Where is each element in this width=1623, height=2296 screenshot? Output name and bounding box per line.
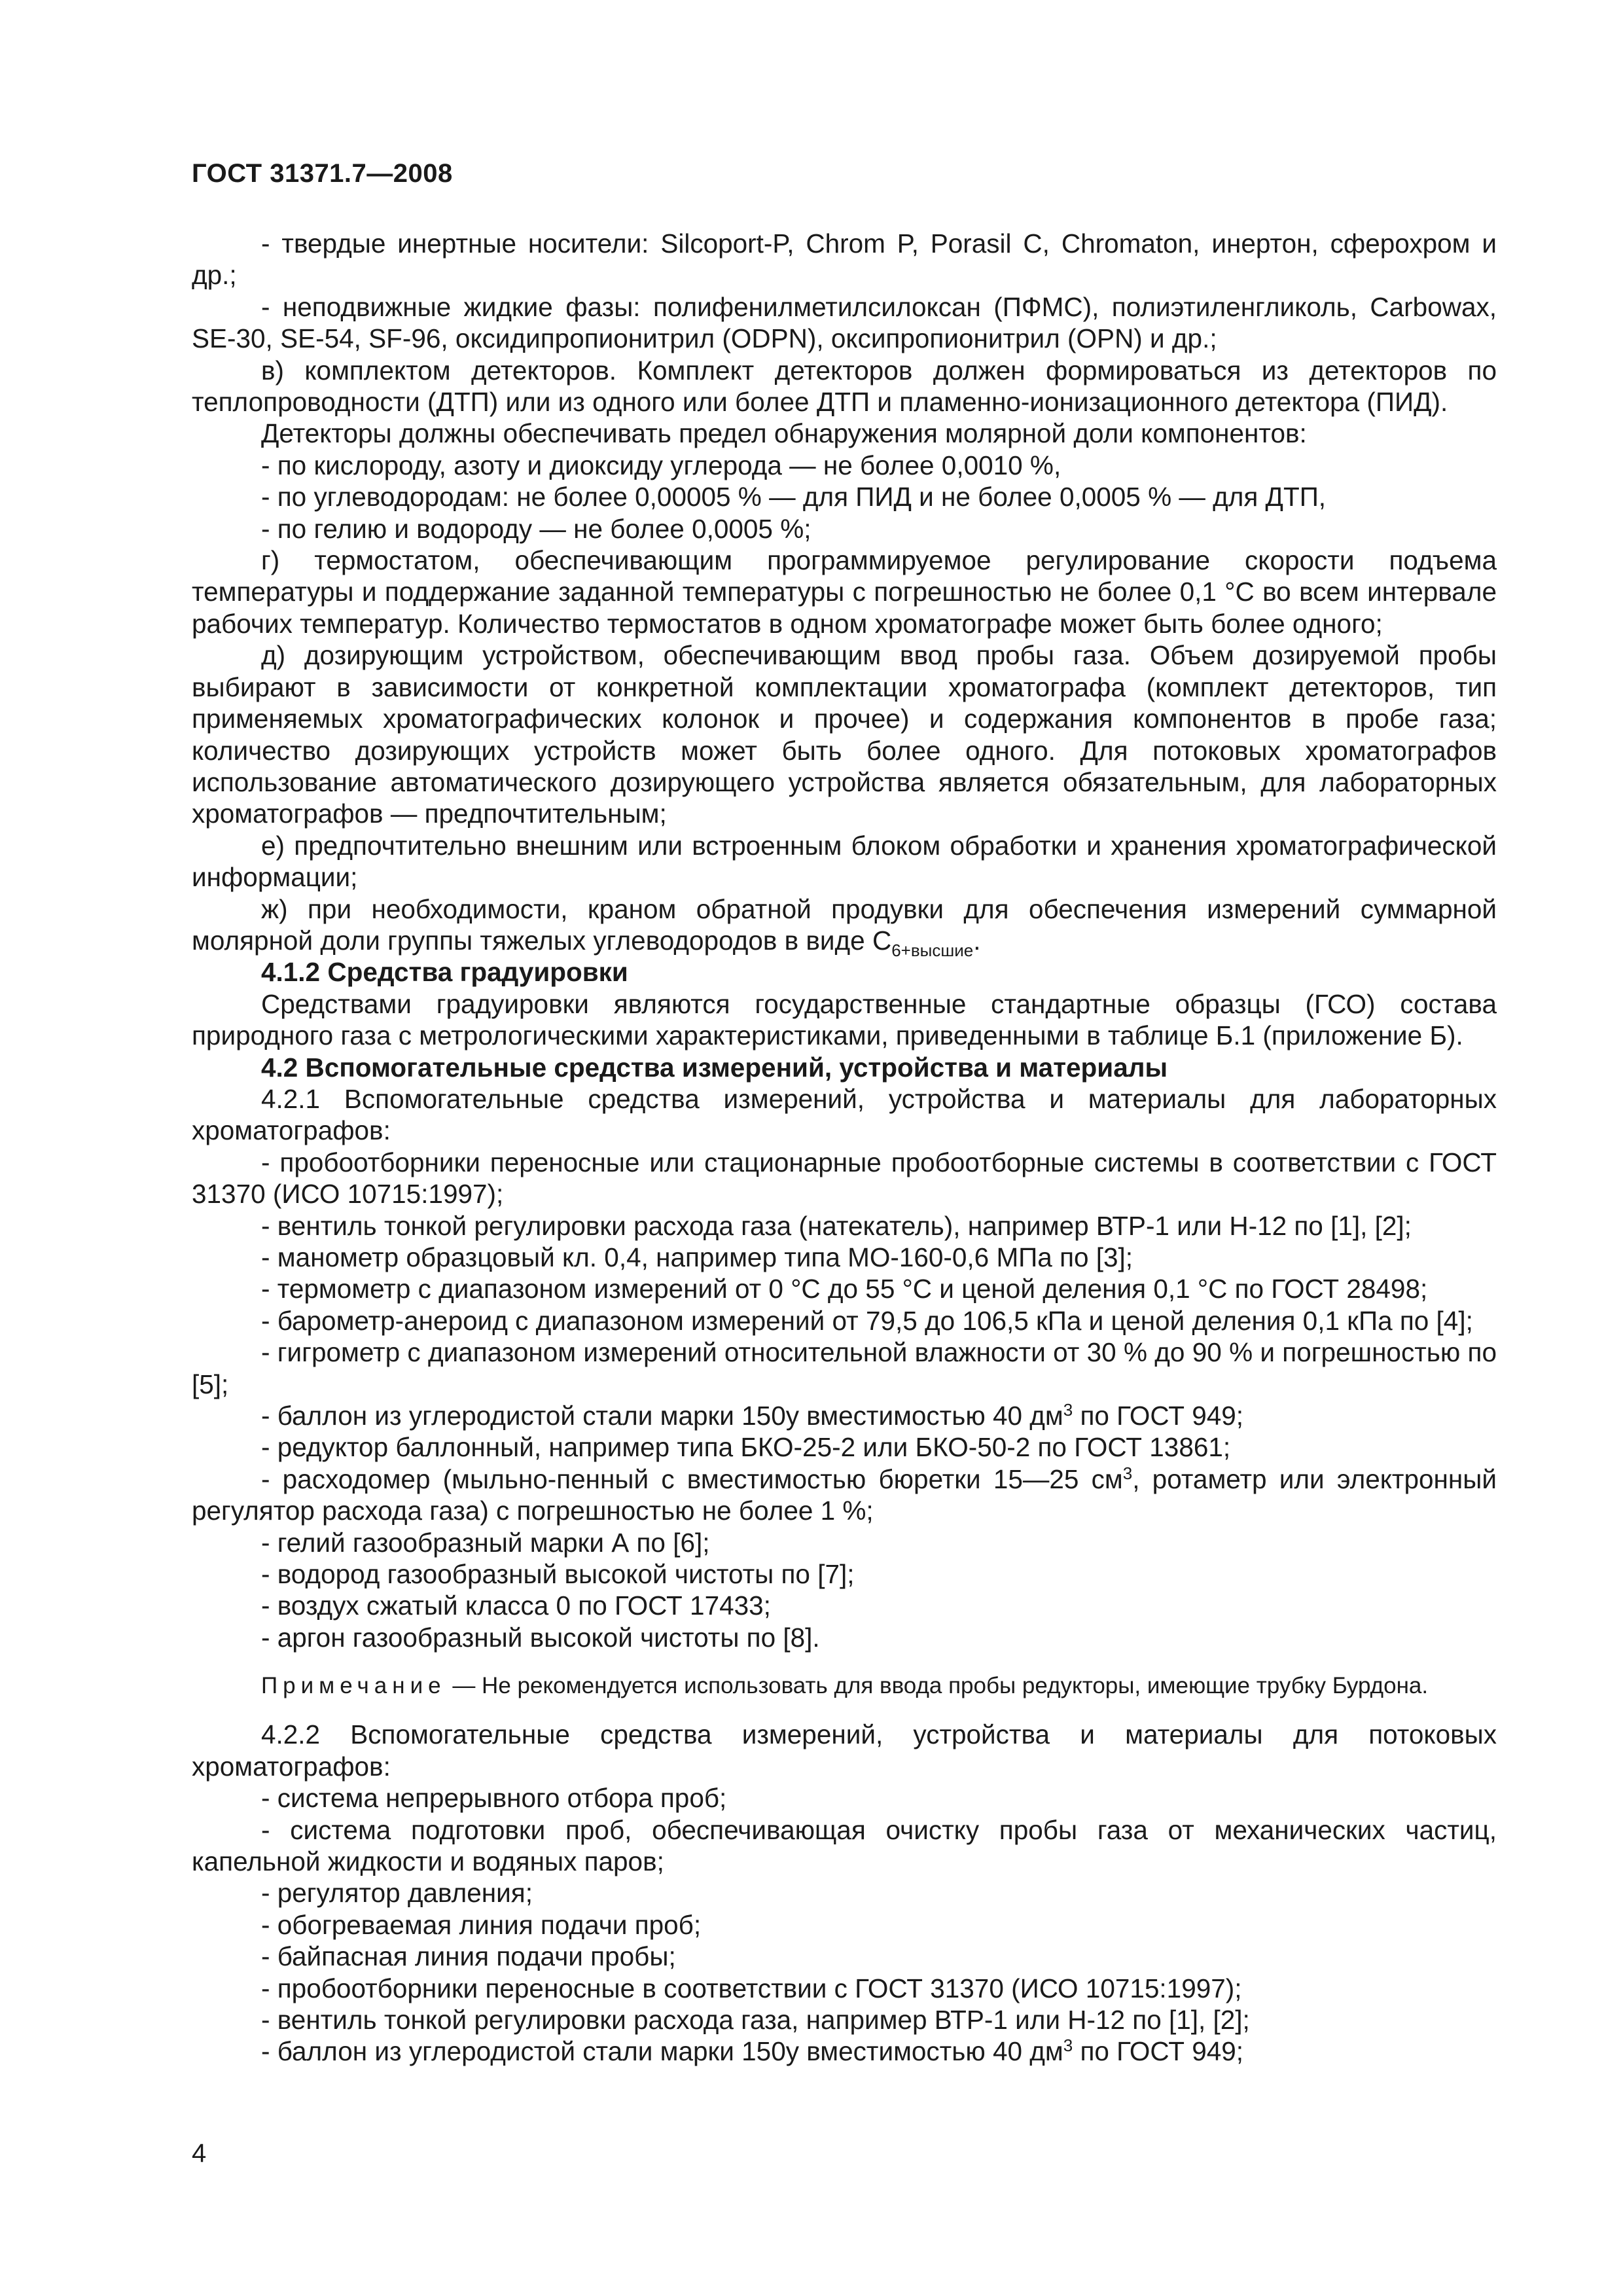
list-item-text: , ротаметр или электронный регулятор расхода газа) с погрешностью не более 1 %;	[192, 1463, 1497, 1526]
list-item: - регулятор давления;	[261, 1878, 533, 1909]
list-item: - манометр образцовый кл. 0,4, например типа МО-160-0,6 МПа по [3];	[261, 1242, 1133, 1272]
note-label: Примечание	[261, 1673, 446, 1699]
list-item: - система непрерывного отбора проб;	[261, 1783, 727, 1814]
list-item-text: по ГОСТ 949;	[1073, 2036, 1244, 2067]
document-body	[192, 228, 1497, 2068]
list-item: - вентиль тонкой регулировки расхода газа (натекатель), например ВТР-1 или Н-12 по [1], [2];	[261, 1210, 1412, 1241]
paragraph: - твердые инертные носители: Silcoport-P, Chrom P, Porasil C, Chromaton, инертон, сферохром и др.;	[192, 228, 1497, 291]
list-item: - гигрометр с диапазоном измерений относительной влажности от 30 % до 90 % и погрешностью по [5];	[192, 1337, 1497, 1399]
list-item: - байпасная линия подачи пробы;	[261, 1941, 676, 1972]
list-item: - по углеводородам: не более 0,00005 % — для ПИД и не более 0,0005 % — для ДТП,	[261, 482, 1327, 512]
list-item: - по кислороду, азоту и диоксиду углерода — не более 0,0010 %,	[261, 450, 1061, 480]
superscript: 3	[1063, 2036, 1073, 2056]
section-heading: 4.1.2 Средства градуировки	[261, 957, 628, 988]
superscript: 3	[1063, 1400, 1073, 1420]
list-item	[192, 2036, 1497, 2067]
list-item: - водород газообразный высокой чистоты по [7];	[261, 1559, 855, 1590]
list-item-text: - баллон из углеродистой стали марки 150у вместимостью 40 дм	[261, 1401, 1063, 1431]
paragraph: Средствами градуировки являются государственные стандартные образцы (ГСО) состава природного газа с метрологическими характеристиками, приведенными в таблице Б.1 (приложение Б).	[192, 988, 1497, 1051]
paragraph: 4.2.1 Вспомогательные средства измерений, устройства и материалы для лабораторных хроматографов:	[192, 1083, 1497, 1146]
paragraph: д) дозирующим устройством, обеспечивающим ввод пробы газа. Объем дозируемой пробы выбирают в зависимости от конкретной комплектации хроматографа (комплект детекторов, тип применяемых хроматографических колонок и прочее) и содержания компонентов в пробе газа; количество дозирующих устройств может быть более одного. Для потоковых хроматографов использование автоматического дозирующего устройства является обязательным, для лабораторных хроматографов — предпочтительным;	[192, 640, 1497, 829]
list-item-text: - расходомер (мыльно-пенный с вместимостью бюретки 15—25 см	[261, 1463, 1123, 1494]
paragraph: в) комплектом детекторов. Комплект детекторов должен формироваться из детекторов по теплопроводности (ДТП) или из одного или более ДТП и пламенно-ионизационного детектора (ПИД).	[192, 355, 1497, 418]
superscript: 3	[1122, 1463, 1133, 1483]
list-item	[192, 1463, 1497, 1527]
document-header: ГОСТ 31371.7—2008	[192, 159, 453, 188]
paragraph-text: .	[973, 925, 981, 956]
list-item: - по гелию и водороду — не более 0,0005 %;	[261, 513, 812, 544]
list-item: - аргон газообразный высокой чистоты по [8].	[261, 1622, 820, 1653]
page-number: 4	[192, 2139, 207, 2168]
list-item: - гелий газообразный марки А по [6];	[261, 1527, 710, 1558]
paragraph	[192, 893, 1497, 960]
paragraph: - неподвижные жидкие фазы: полифенилметилсилоксан (ПФМС), полиэтиленгликоль, Carbowax, SE-30, SE-54, SF-96, оксидипропионитрил (ODPN), оксипропионитрил (OPN) и др.;	[192, 291, 1497, 354]
list-item	[192, 1400, 1497, 1431]
list-item: - вентиль тонкой регулировки расхода газа, например ВТР-1 или Н-12 по [1], [2];	[261, 2004, 1250, 2035]
list-item-text: - баллон из углеродистой стали марки 150у вместимостью 40 дм	[261, 2036, 1063, 2067]
list-item: - термометр с диапазоном измерений от 0 °С до 55 °С и ценой деления 0,1 °С по ГОСТ 28498;	[261, 1274, 1428, 1304]
list-item: - редуктор баллонный, например типа БКО-25-2 или БКО-50-2 по ГОСТ 13861;	[261, 1432, 1231, 1463]
paragraph: 4.2.2 Вспомогательные средства измерений, устройства и материалы для потоковых хроматографов:	[192, 1719, 1497, 1782]
paragraph: Детекторы должны обеспечивать предел обнаружения молярной доли компонентов:	[261, 418, 1307, 449]
paragraph: г) термостатом, обеспечивающим программируемое регулирование скорости подъема температуры и поддержание заданной температуры с погрешностью не более 0,1 °С во всем интервале рабочих температур. Количество термостатов в одном хроматографе может быть более одного;	[192, 545, 1497, 639]
list-item-text: по ГОСТ 949;	[1073, 1401, 1244, 1431]
subscript: 6+высшие	[891, 940, 974, 960]
list-item: - воздух сжатый класса 0 по ГОСТ 17433;	[261, 1590, 771, 1621]
section-heading: 4.2 Вспомогательные средства измерений, устройства и материалы	[261, 1052, 1168, 1083]
list-item: - обогреваемая линия подачи проб;	[261, 1909, 702, 1940]
list-item: - система подготовки проб, обеспечивающая очистку пробы газа от механических частиц, капельной жидкости и водяных паров;	[192, 1814, 1497, 1876]
list-item: - пробоотборники переносные в соответствии с ГОСТ 31370 (ИСО 10715:1997);	[261, 1973, 1242, 2003]
note	[192, 1670, 1497, 1702]
note-text: — Не рекомендуется использовать для ввода пробы редукторы, имеющие трубку Бурдона.	[446, 1673, 1429, 1699]
paragraph-text: ж) при необходимости, краном обратной продувки для обеспечения измерений суммарной молярной доли группы тяжелых углеводородов в виде С	[192, 893, 1497, 956]
paragraph: е) предпочтительно внешним или встроенным блоком обработки и хранения хроматографической информации;	[192, 830, 1497, 893]
list-item: - пробоотборники переносные или стационарные пробоотборные системы в соответствии с ГОСТ 31370 (ИСО 10715:1997);	[192, 1147, 1497, 1210]
list-item: - барометр-анероид с диапазоном измерений от 79,5 до 106,5 кПа и ценой деления 0,1 кПа по [4];	[261, 1305, 1473, 1336]
